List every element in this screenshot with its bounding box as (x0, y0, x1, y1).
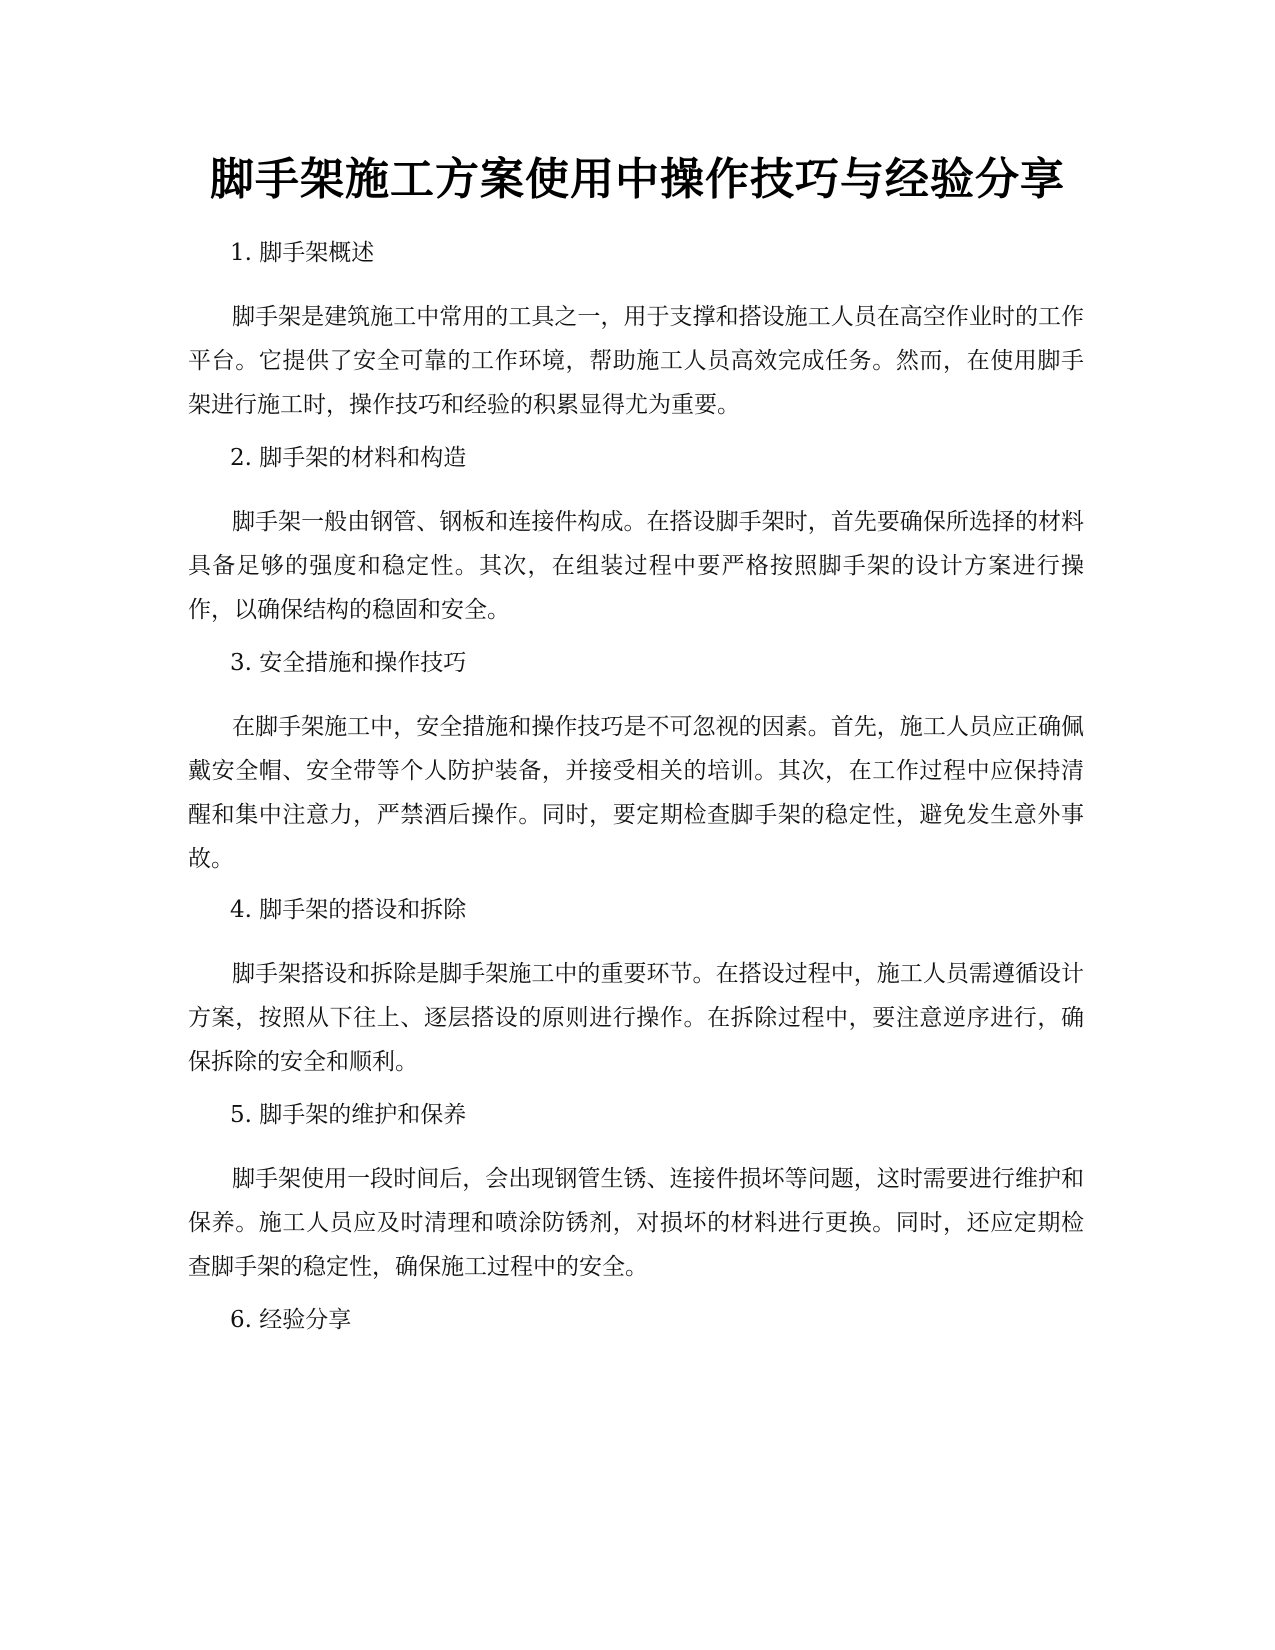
section-heading-1: 1. 脚手架概述 (230, 240, 375, 266)
section-paragraph-3: 在脚手架施工中，安全措施和操作技巧是不可忽视的因素。首先，施工人员应正确佩戴安全帽、安全带等个人防护装备，并接受相关的培训。其次，在工作过程中应保持清醒和集中注意力，严禁酒后操作。同时，要定期检查脚手架的稳定性，避免发生意外事故。 (188, 714, 1084, 872)
document-title: 脚手架施工方案使用中操作技巧与经验分享 (210, 154, 1065, 205)
section-heading-6: 6. 经验分享 (230, 1307, 352, 1333)
section-heading-3: 3. 安全措施和操作技巧 (230, 650, 467, 676)
section-paragraph-5: 脚手架使用一段时间后，会出现钢管生锈、连接件损坏等问题，这时需要进行维护和保养。施工人员应及时清理和喷涂防锈剂，对损坏的材料进行更换。同时，还应定期检查脚手架的稳定性，确保施工过程中的安全。 (188, 1166, 1084, 1280)
section-heading-5: 5. 脚手架的维护和保养 (230, 1102, 467, 1128)
section-heading-4: 4. 脚手架的搭设和拆除 (230, 897, 467, 923)
section-heading-2: 2. 脚手架的材料和构造 (230, 445, 467, 471)
section-paragraph-2: 脚手架一般由钢管、钢板和连接件构成。在搭设脚手架时，首先要确保所选择的材料具备足够的强度和稳定性。其次，在组装过程中要严格按照脚手架的设计方案进行操作，以确保结构的稳固和安全。 (188, 509, 1084, 623)
section-paragraph-4: 脚手架搭设和拆除是脚手架施工中的重要环节。在搭设过程中，施工人员需遵循设计方案，按照从下往上、逐层搭设的原则进行操作。在拆除过程中，要注意逆序进行，确保拆除的安全和顺利。 (188, 961, 1084, 1075)
section-paragraph-1: 脚手架是建筑施工中常用的工具之一，用于支撑和搭设施工人员在高空作业时的工作平台。它提供了安全可靠的工作环境，帮助施工人员高效完成任务。然而，在使用脚手架进行施工时，操作技巧和经验的积累显得尤为重要。 (188, 304, 1084, 418)
